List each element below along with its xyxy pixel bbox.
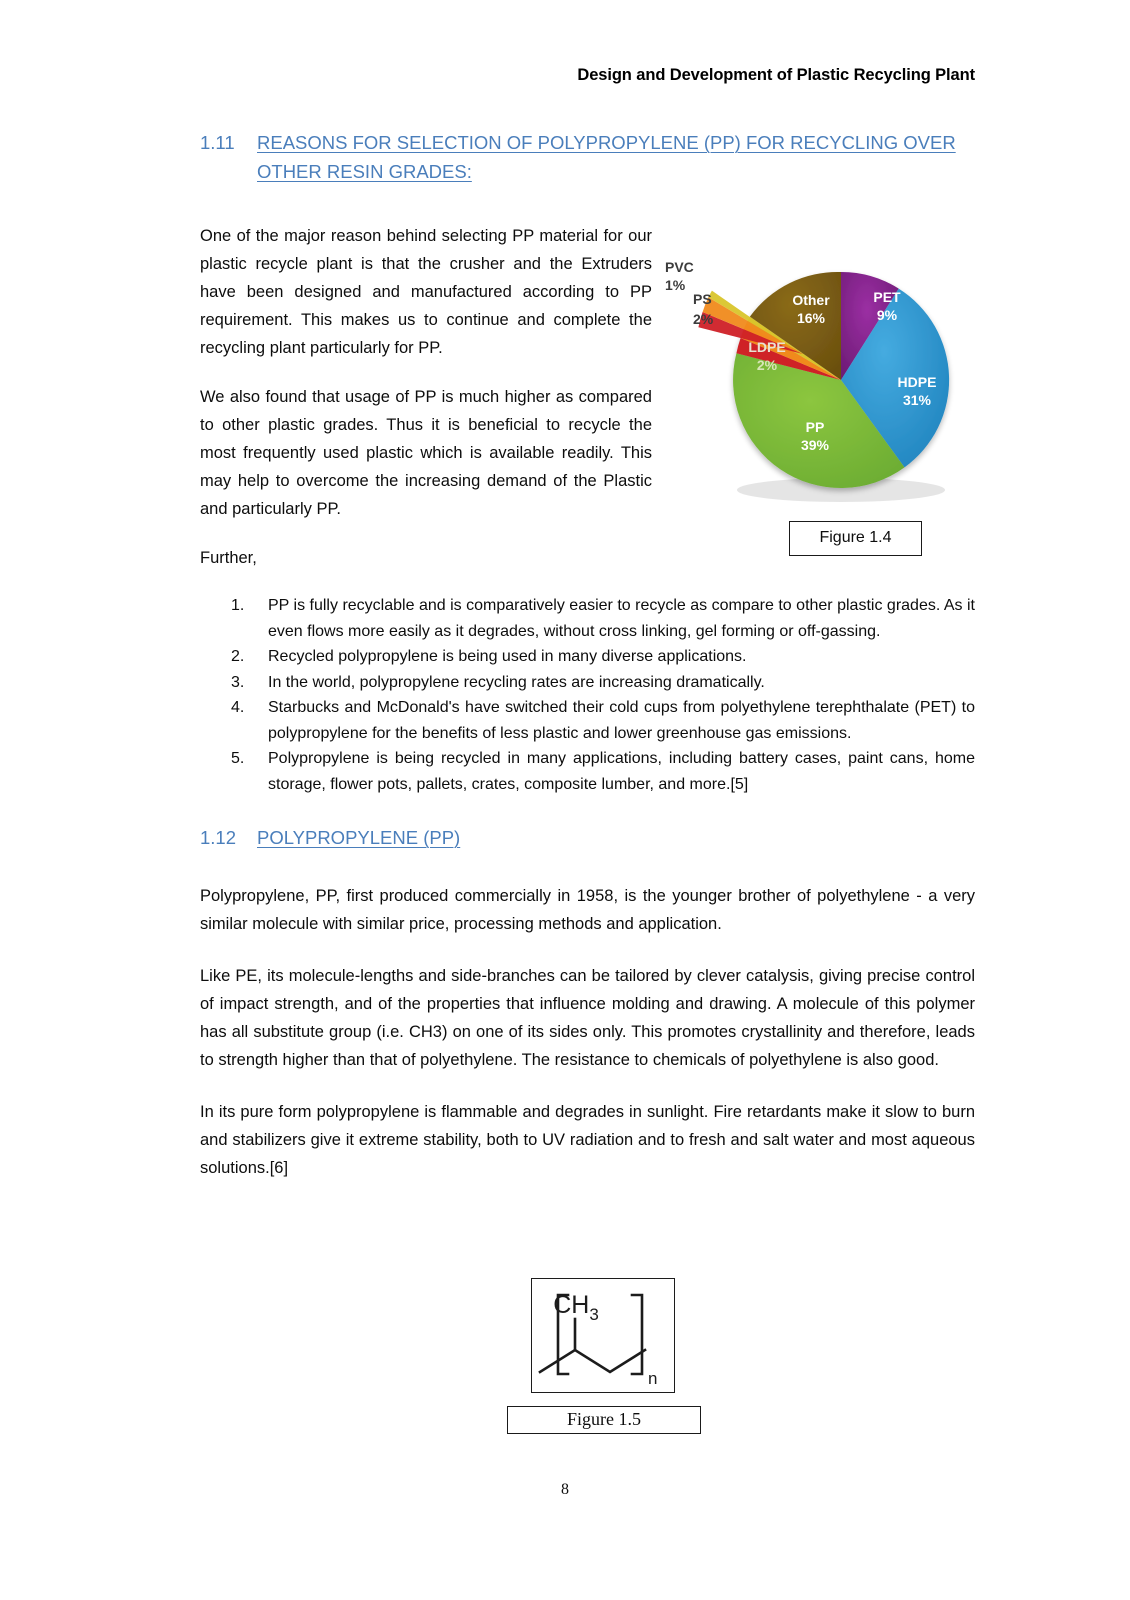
section-title-1-12: POLYPROPYLENE (PP): [257, 827, 461, 848]
paragraph-pp-history: Polypropylene, PP, first produced commercially in 1958, is the younger brother of polyethylene - a very similar molecule with similar price, processing methods and application.: [200, 887, 975, 933]
list-item: Polypropylene is being recycled in many applications, including battery cases, paint cans, home storage, flower pots, pallets, crates, composite lumber, and more.[5]: [268, 750, 975, 793]
paragraph-pp-usage: We also found that usage of PP is much higher as compared to other plastic grades. Thus it is beneficial to recycle the most frequently used plastic which is available readily. This may help to overcome the increasing demand of the Plastic and particularly PP.: [200, 388, 652, 518]
figure-1-4-caption: Figure 1.4: [789, 521, 922, 556]
pie-slice-label-hdpe-value: 31%: [902, 392, 932, 408]
pie-slice-label-pp-value: 39%: [800, 437, 830, 453]
pie-slice-label-ldpe-name: LDPE: [748, 339, 786, 355]
list-item: Recycled polypropylene is being used in many diverse applications.: [268, 648, 747, 665]
section-title-1-11: REASONS FOR SELECTION OF POLYPROPYLENE (PP) FOR RECYCLING OVER OTHER RESIN GRADES:: [257, 132, 956, 182]
paragraph-further: Further,: [200, 549, 257, 567]
section-heading-1-11: [200, 128, 975, 186]
list-item: PP is fully recyclable and is comparatively easier to recycle as compare to other plastic grades. As it even flows more easily as it degrades, without cross linking, gel forming or off-gassing.: [268, 597, 975, 640]
pie-slice-label-pp-name: PP: [805, 419, 825, 435]
paragraph-pp-selection-reason: One of the major reason behind selecting PP material for our plastic recycle plant is that the crusher and the Extruders have been designed and manufactured according to PP requirement. This makes us to continue and complete the recycling plant particularly for PP.: [200, 227, 652, 357]
methyl-group-label: $CH_3$: [553, 1291, 599, 1324]
pie-slice-label-other-name: Other: [792, 292, 830, 308]
pie-slice-label-hdpe-name: HDPE: [897, 374, 937, 390]
repeat-unit-subscript: n: [648, 1369, 658, 1388]
pie-slice-label-pet-value: 9%: [876, 307, 898, 323]
pie-slice-label-pvc-value: 1%: [665, 277, 686, 293]
paragraph-pp-molecule: Like PE, its molecule-lengths and side-branches can be tailored by clever catalysis, giving precise control of impact strength, and of the properties that influence molding and drawing. A molecule of this polymer has all substitute group (i.e. CH3) on one of its sides only. This promotes crystallinity and therefore, leads to strength higher than that of polyethylene. The resistance to chemicals of polyethylene is also good.: [200, 967, 975, 1069]
pie-slice-label-ldpe-value: 2%: [756, 357, 778, 373]
section-number-1-11: 1.11: [200, 132, 235, 153]
section-heading-1-12: [200, 823, 975, 852]
list-item: Starbucks and McDonald's have switched their cold cups from polyethylene terephthalate (PET) to polypropylene for the benefits of less plastic and lower greenhouse gas emissions.: [268, 699, 975, 742]
pp-benefits-list: [200, 593, 975, 797]
figure-1-5-chemical-structure: [531, 1278, 675, 1393]
pie-slice-label-ps-name: PS: [693, 291, 712, 307]
pie-slice-label-pvc-name: PVC: [665, 259, 694, 275]
pie-chart-svg: [655, 232, 995, 522]
document-running-header: Design and Development of Plastic Recycling Plant: [577, 66, 975, 84]
section-number-1-12: 1.12: [200, 827, 237, 848]
polypropylene-structure-svg: [532, 1279, 672, 1390]
list-item: In the world, polypropylene recycling rates are increasing dramatically.: [268, 673, 765, 691]
paragraph-pp-flammability: In its pure form polypropylene is flammable and degrades in sunlight. Fire retardants make it slow to burn and stabilizers give it extreme stability, both to UV radiation and to fresh and salt water and most aqueous solutions.[6]: [200, 1103, 975, 1177]
figure-1-5-caption: Figure 1.5: [507, 1406, 701, 1434]
page-number: 8: [561, 1481, 569, 1498]
pie-slice-label-other-value: 16%: [796, 310, 826, 326]
pie-slice-label-pet-name: PET: [873, 289, 901, 305]
pie-slice-label-ps-value: 2%: [693, 311, 714, 327]
